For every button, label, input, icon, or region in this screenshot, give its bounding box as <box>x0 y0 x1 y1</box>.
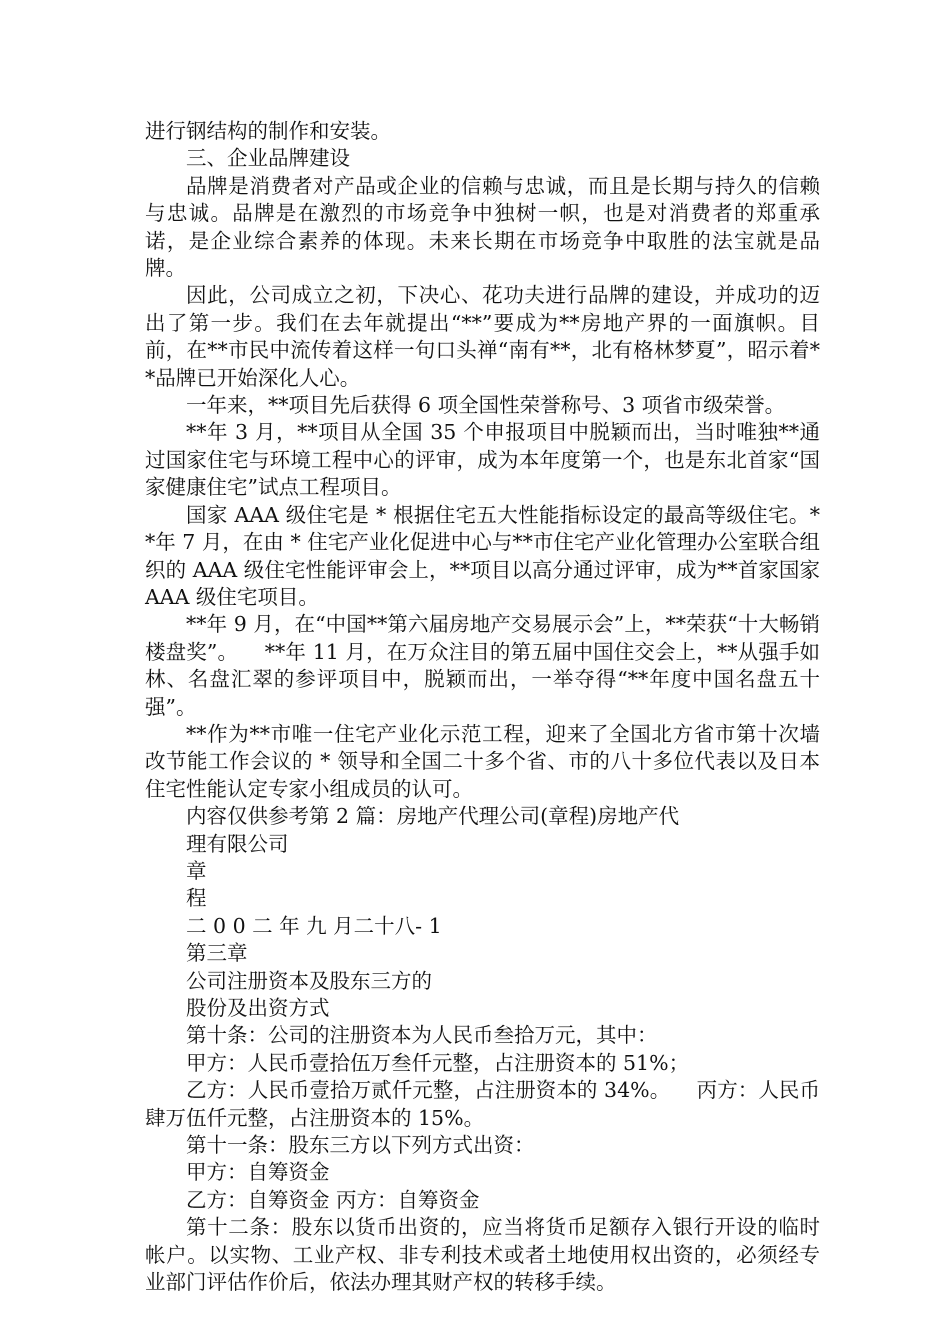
article-10-party-b-c: 乙方：人民币壹拾万贰仟元整，占注册资本的 34%。 丙方：人民币肆万伍仟元整，占注册资本的 15%。 <box>145 1078 820 1130</box>
chapter-heading: 第三章 <box>186 941 248 966</box>
article-10-party-a: 甲方：人民币壹拾伍万叁仟元整，占注册资本的 51%； <box>186 1050 690 1075</box>
paragraph-health-housing: **年 3 月，**项目从全国 35 个申报项目中脱颖而出，当时唯独**通过国家住宅与环境工程中心的评审，成为本年度第一个，也是东北首家“国家健康住宅”试点工程项目。 <box>145 420 820 500</box>
section-heading-brand: 三、企业品牌建设 <box>186 146 350 171</box>
article-11-party-a: 甲方：自筹资金 <box>186 1160 330 1185</box>
paragraph-cheng: 程 <box>186 886 207 911</box>
paragraph-company-name: 理有限公司 <box>186 831 289 856</box>
chapter-title-line-2: 股份及出资方式 <box>186 996 330 1020</box>
paragraph-aaa-housing: 国家 AAA 级住宅是 * 根据住宅五大性能指标设定的最高等级住宅。**年 7 月，在由 * 住宅产业化促进中心与**市住宅产业化管理办公室联合组织的 AAA 级住宅性能评审会上，**项目以高分通过评审，成为**首家国家 AAA 级住宅项目。 <box>145 502 827 609</box>
article-10: 第十条：公司的注册资本为人民币叁拾万元，其中： <box>186 1023 658 1048</box>
paragraph-date: 二 0 0 二 年 九 月二十八- 1 <box>186 913 442 938</box>
paragraph-continuation: 进行钢结构的制作和安装。 <box>145 119 391 143</box>
article-11-party-b-c: 乙方：自筹资金 丙方：自筹资金 <box>186 1187 480 1212</box>
paragraph-awards: **年 9 月，在“中国**第六届房地产交易展示会”上，**荣获“十大畅销楼盘奖”。 **年 11 月，在万众注目的第五届中国住交会上，**从强手如林、名盘汇翠的参评项目中，脱颖而出，一举夺得“**年度中国名盘五十强”。 <box>145 612 820 719</box>
article-11: 第十一条：股东三方以下列方式出资： <box>186 1133 535 1158</box>
paragraph-demonstration-project: **作为**市唯一住宅产业化示范工程，迎来了全国北方省市第十次墙改节能工作会议的 * 领导和全国二十多个省、市的八十多位代表以及日本住宅性能认定专家小组成员的认可。 <box>145 721 820 801</box>
paragraph-zhang: 章 <box>186 858 207 883</box>
paragraph-honors: 一年来，**项目先后获得 6 项全国性荣誉称号、3 项省市级荣誉。 <box>186 393 786 418</box>
paragraph-brand-building: 因此，公司成立之初，下决心、花功夫进行品牌的建设，并成功的迈出了第一步。我们在去年就提出“**”要成为**房地产界的一面旗帜。目前，在**市民中流传着这样一句口头禅“南有**，北有格林梦夏”，昭示着**品牌已开始深化人心。 <box>145 283 820 390</box>
paragraph-article-2-title: 内容仅供参考第 2 篇：房地产代理公司(章程)房地产代 <box>186 804 680 829</box>
paragraph-brand-definition: 品牌是消费者对产品或企业的信赖与忠诚，而且是长期与持久的信赖与忠诚。品牌是在激烈的市场竞争中独树一帜，也是对消费者的郑重承诺，是企业综合素养的体现。未来长期在市场竞争中取胜的法宝就是品牌。 <box>145 173 820 281</box>
document-page <box>145 118 827 1296</box>
article-12: 第十二条：股东以货币出资的，应当将货币足额存入银行开设的临时帐户。以实物、工业产权、非专利技术或者土地使用权出资的，必须经专业部门评估作价后，依法办理其财产权的转移手续。 <box>145 1215 820 1295</box>
chapter-title-line-1: 公司注册资本及股东三方的 <box>186 968 432 993</box>
